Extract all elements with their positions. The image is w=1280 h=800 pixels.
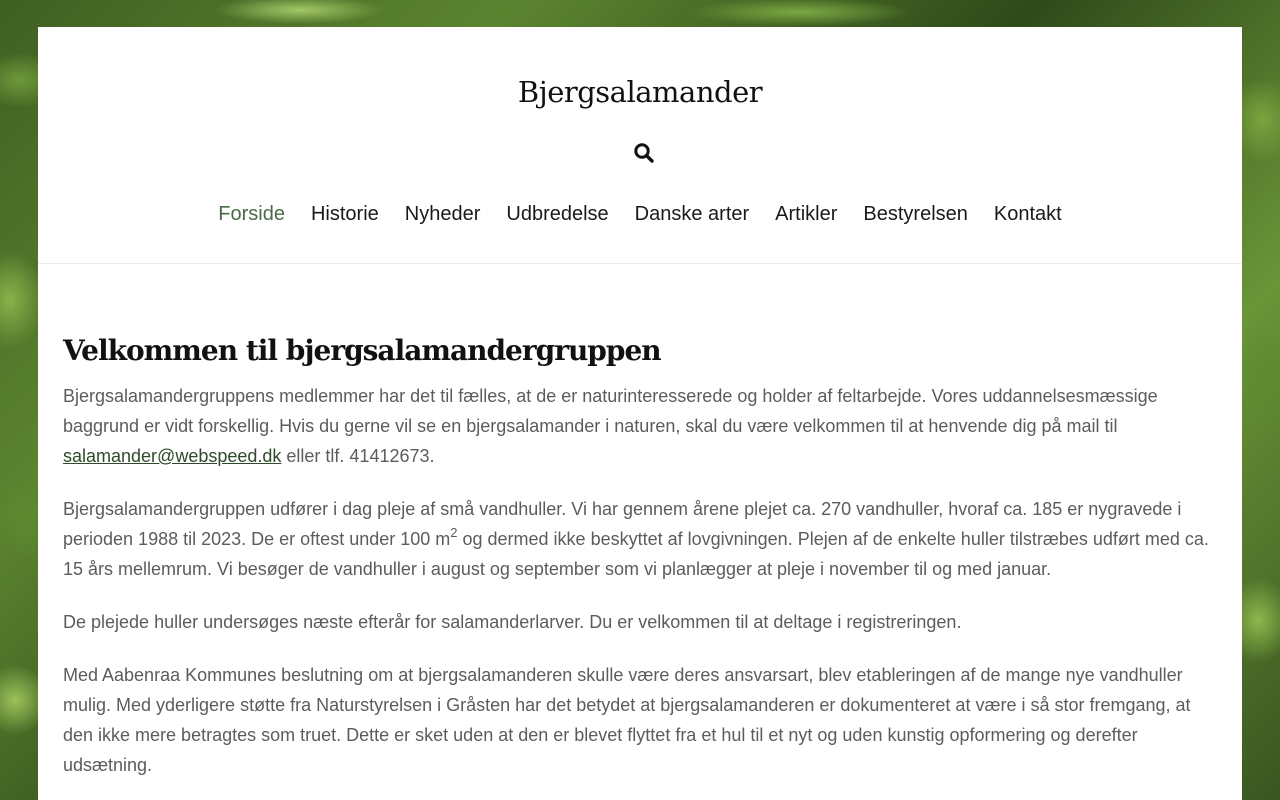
- nav-item-bestyrelsen[interactable]: Bestyrelsen: [863, 203, 968, 225]
- site-title[interactable]: Bjergsalamander: [517, 75, 763, 109]
- content-card: [38, 27, 1242, 800]
- maintenance-text-a: Bjergsalamandergruppen udfører i dag pleje af små vandhuller. Vi har gennem årene plejet ca. 270 vandhuller, hvoraf ca. 185 er nygravede i perioden 1988 til 2023. De er oftest under 100 m: [63, 499, 1182, 549]
- maintenance-paragraph: [63, 494, 1217, 584]
- nav-item-danske-arter[interactable]: Danske arter: [634, 203, 750, 225]
- nav-item-historie[interactable]: Historie: [310, 203, 379, 225]
- intro-text: Bjergsalamandergruppens medlemmer har det til fælles, at de er naturinteresserede og holder af feltarbejde. Vores uddannelsesmæssige baggrund er vidt forskellig. Hvis du gerne vil se en bjergsalamander i naturen, skal du være velkommen til at henvende dig på mail til: [63, 386, 1158, 436]
- phone-text: eller tlf. 41412673.: [281, 446, 435, 466]
- page-heading: Velkommen til bjergsalamandergruppen: [63, 334, 661, 367]
- email-link[interactable]: salamander@webspeed.dk: [63, 446, 282, 466]
- intro-paragraph: [63, 381, 1217, 471]
- municipality-paragraph: Med Aabenraa Kommunes beslutning om at bjergsalamanderen skulle være deres ansvarsart, blev etableringen af de mange nye vandhuller mulig. Med yderligere støtte fra Naturstyrelsen i Gråsten har det betydet at bjergsalamanderen er dokumenteret at være i så stor fremgang, at den ikke mere betragtes som truet. Dette er sket uden at den er blevet flyttet fra et hul til et nyt og uden kunstig opformering og derefter udsætning.: [63, 665, 1191, 775]
- main-content: [38, 331, 1242, 780]
- nav-item-artikler[interactable]: Artikler: [775, 203, 838, 225]
- search-button[interactable]: [633, 142, 655, 164]
- nav-item-forside[interactable]: Forside: [218, 203, 285, 225]
- maintenance-text-b: og dermed ikke beskyttet af lovgivningen. Plejen af de enkelte huller tilstræbes udført med ca. 15 års mellemrum. Vi besøger de vandhuller i august og september som vi planlægger at pleje i november til og med januar.: [63, 529, 1209, 579]
- nav-item-kontakt[interactable]: Kontakt: [993, 203, 1062, 225]
- nav-item-nyheder[interactable]: Nyheder: [404, 203, 481, 225]
- survey-paragraph: De plejede huller undersøges næste efterår for salamanderlarver. Du er velkommen til at deltage i registreringen.: [63, 612, 962, 632]
- site-header: [38, 27, 1242, 264]
- nav-item-udbredelse[interactable]: Udbredelse: [506, 203, 609, 225]
- search-icon: [633, 142, 655, 164]
- main-navigation: [38, 203, 1242, 226]
- square-superscript: 2: [450, 525, 458, 540]
